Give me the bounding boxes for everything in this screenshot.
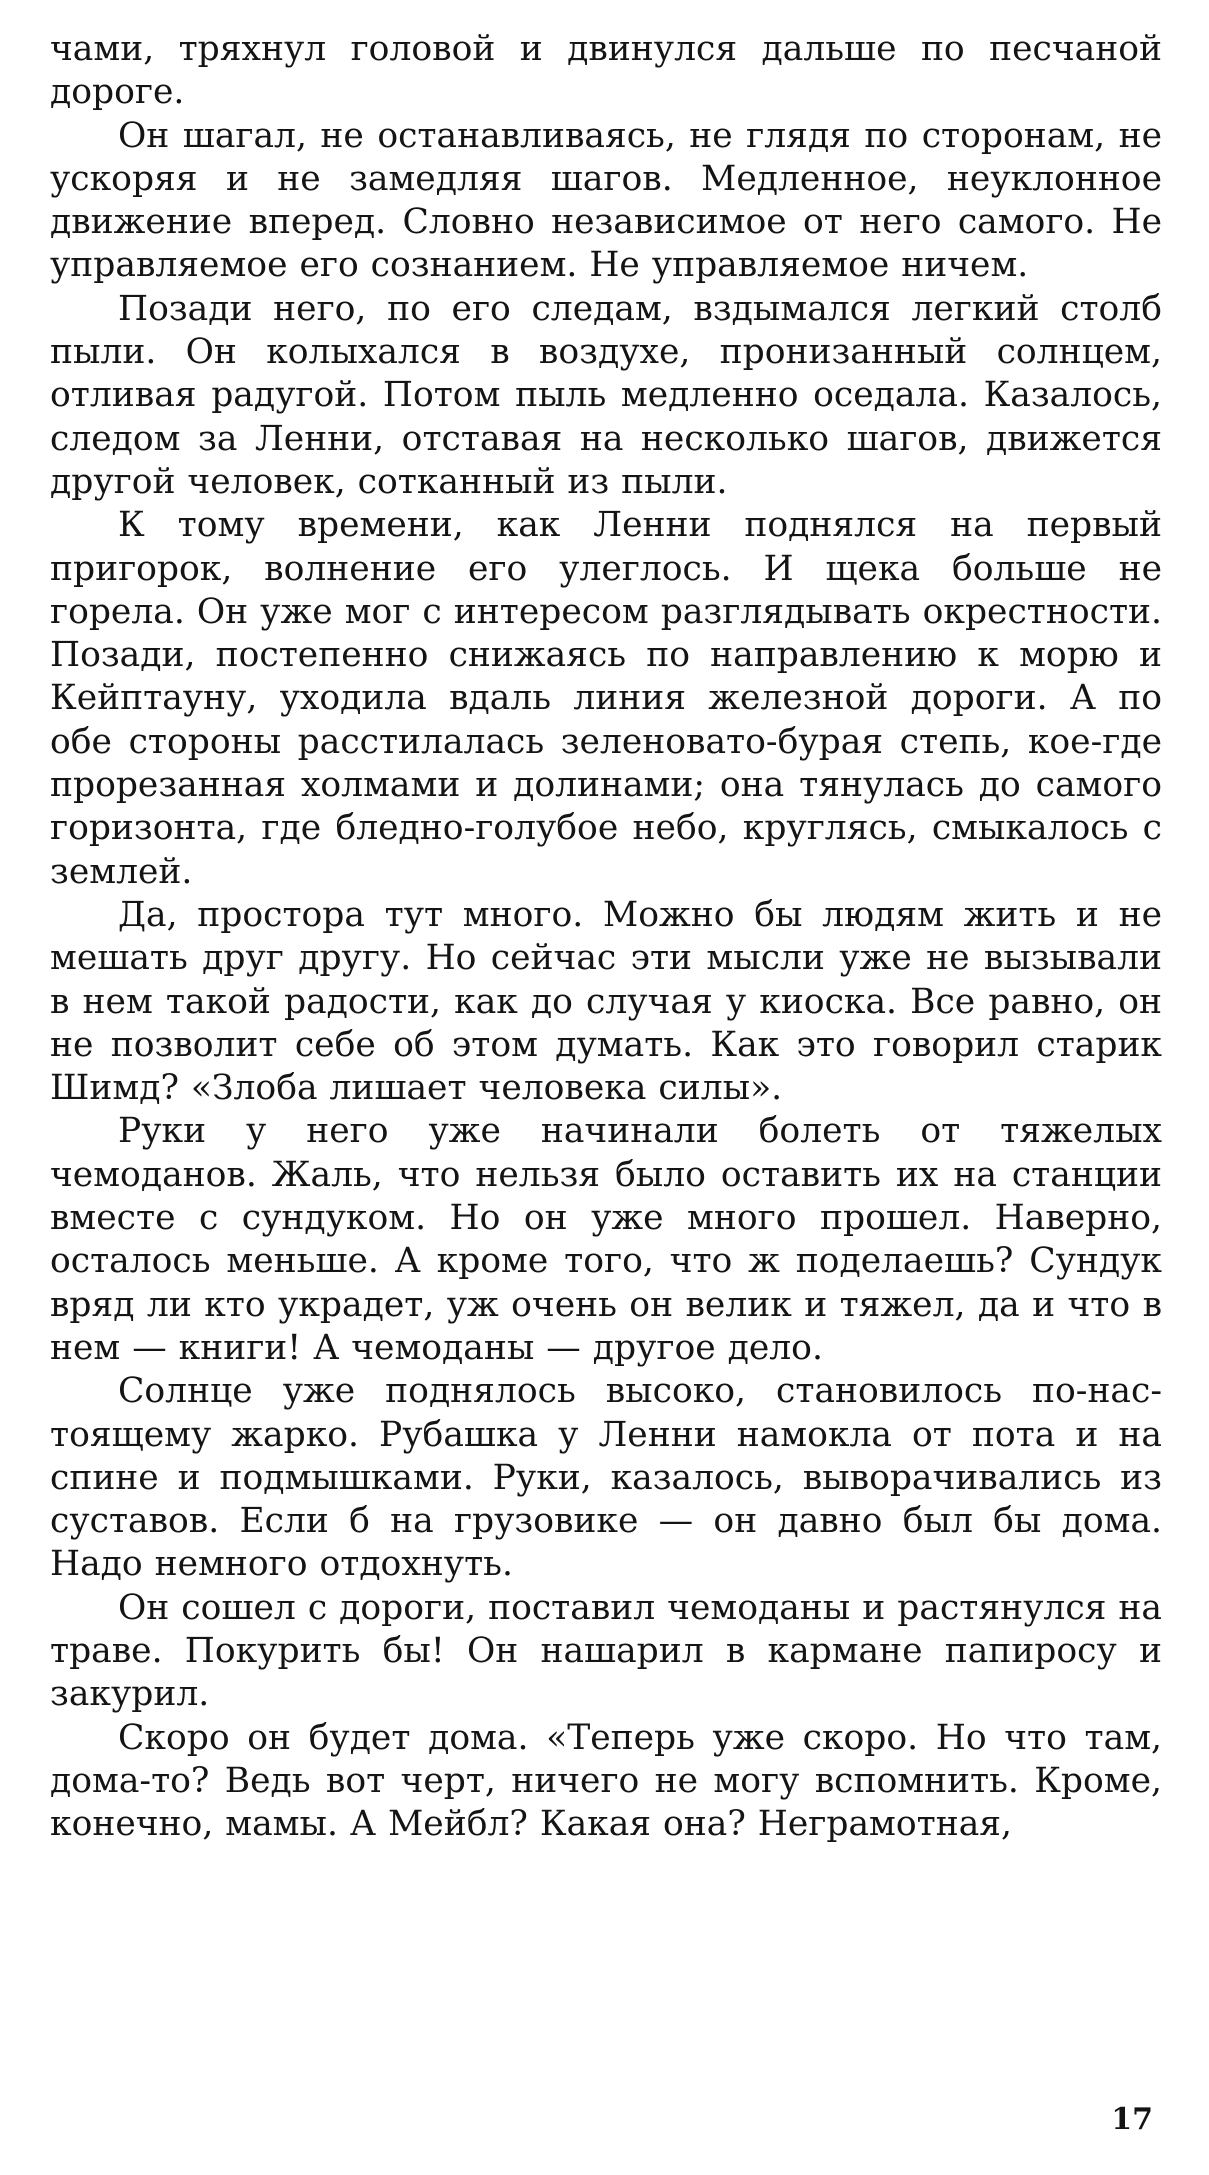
- paragraph-2: Он шагал, не останавливаясь, не глядя по сторонам, не ускоряя и не замедляя шагов. Медленное, неуклонное движение вперед. Словно независимое от него самого. Не управляемое его сознанием. Не управляемое ничем.: [50, 115, 1162, 286]
- paragraph-5: Да, простора тут много. Можно бы людям жить и не мешать друг другу. Но сейчас эти мысли уже не вызывали в нем такой радости, как до случая у киоска. Все равно, он не позволит себе об этом думать. Как это говорил старик Шимд? «Злоба лишает человека силы».: [50, 894, 1162, 1109]
- book-page: [50, 28, 1162, 1846]
- paragraph-3: Позади него, по его следам, вздымался легкий столб пыли. Он колыхался в воздухе, пронизанный солнцем, отливая радугой. Потом пыль медленно оседала. Казалось, следом за Ленни, отставая на несколько шагов, движется другой человек, сотканный из пыли.: [50, 288, 1162, 502]
- paragraph-9: Скоро он будет дома. «Теперь уже скоро. Но что там, дома-то? Ведь вот черт, ничего не могу вспомнить. Кроме, конечно, мамы. А Мейбл? Какая она? Неграмотная,: [50, 1717, 1162, 1845]
- paragraph-4: К тому времени, как Ленни поднялся на первый пригорок, волнение его улеглось. И щека больше не горела. Он уже мог с интересом разглядывать окрестности. Позади, постепенно снижаясь по направлению к морю и Кейптауну, уходила вдаль линия железной дороги. А по обе стороны расстилалась зеленовато-бурая степь, кое-где прорезанная холмами и долинами; она тянулась до самого горизонта, где бледно-голубое небо, круглясь, смыкалось с землей.: [50, 505, 1162, 892]
- paragraph-7: Солнце уже поднялось высоко, становилось по-настоящему жарко. Рубашка у Ленни намокла от пота и на спине и подмышками. Руки, казалось, выворачивались из суставов. Если б на грузовике — он давно был бы дома. Надо немного отдохнуть.: [50, 1371, 1162, 1585]
- paragraph-6: Руки у него уже начинали болеть от тяжелых чемоданов. Жаль, что нельзя было оставить их на станции вместе с сундуком. Но он уже много прошел. Наверно, осталось меньше. А кроме того, что ж поделаешь? Сундук вряд ли кто украдет, уж очень он велик и тяжел, да и что в нем — книги! А чемоданы — другое дело.: [50, 1111, 1162, 1368]
- paragraph-1: чами, тряхнул головой и двинулся дальше по песчаной дороге.: [50, 29, 1162, 113]
- paragraph-8: Он сошел с дороги, поставил чемоданы и растянулся на траве. Покурить бы! Он нашарил в кармане папиросу и закурил.: [50, 1587, 1162, 1715]
- page-number: 17: [1111, 2102, 1153, 2137]
